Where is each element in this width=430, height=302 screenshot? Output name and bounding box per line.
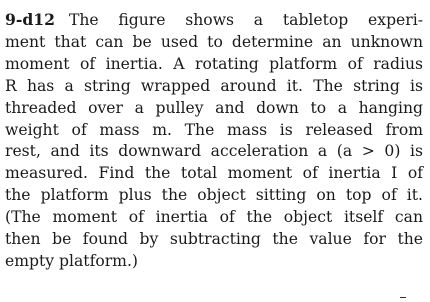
text-line-10: (The moment of inertia of the object itself can xyxy=(5,208,423,227)
text-line-6: weight of mass m. The mass is released from xyxy=(5,120,423,139)
text-line-4: R has a string wrapped around it. The string is xyxy=(5,76,423,95)
text-line-12: empty platform.) xyxy=(5,251,139,270)
text-line-7: rest, and its downward acceleration a (a > 0) is xyxy=(5,142,423,161)
text-line-9: the platform plus the object sitting on top of it. xyxy=(5,186,423,205)
text-line-11: then be found by subtracting the value for the xyxy=(5,230,423,249)
problem-number: 9-d12 xyxy=(5,10,55,29)
stray-mark xyxy=(400,297,406,298)
problem-text xyxy=(5,9,423,273)
text-line-1 xyxy=(5,9,423,32)
text-line-8: measured. Find the total moment of inertia I of xyxy=(5,164,423,183)
text-line-2: ment that can be used to determine an unknown xyxy=(5,32,423,51)
text-line-3: moment of inertia. A rotating platform of radius xyxy=(5,54,423,73)
text-line-5: threaded over a pulley and down to a hanging xyxy=(5,98,423,117)
line-content: The figure shows a tabletop experi- xyxy=(68,11,423,29)
